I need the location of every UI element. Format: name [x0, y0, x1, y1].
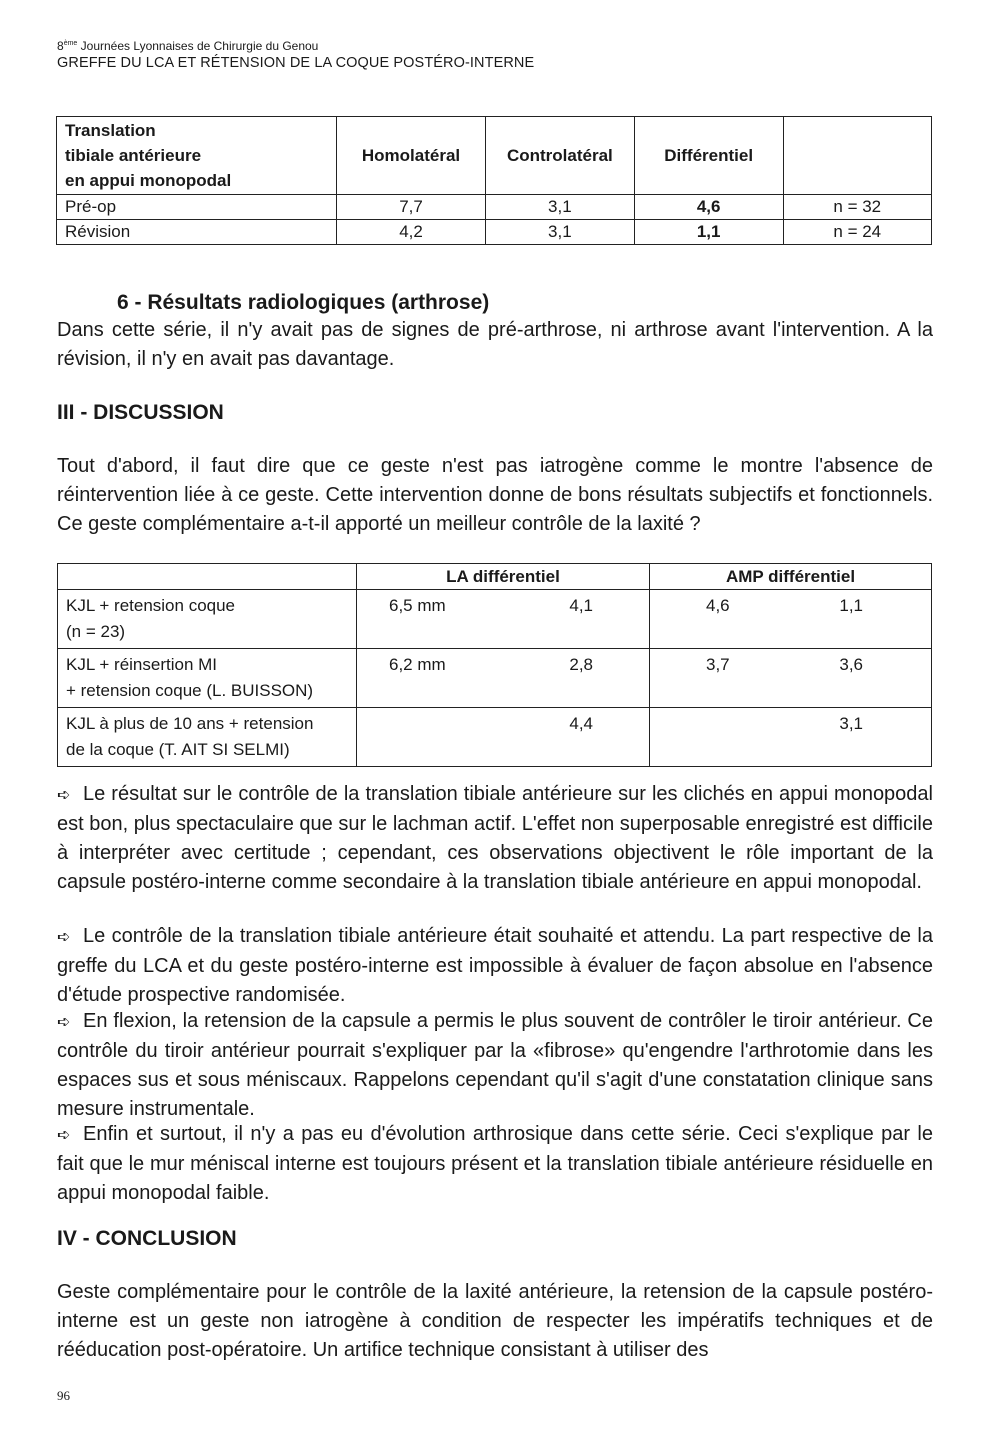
- table-header-label: Translation tibiale antérieure en appui monopodal: [57, 117, 337, 195]
- col-controlateral: Controlatéral: [485, 117, 634, 195]
- laxity-comparison-table: [57, 563, 932, 767]
- col-homolateral: Homolatéral: [337, 117, 486, 195]
- table-row: KJL + retension coque (n = 23) 6,5 mm 4,1 4,6 1,1: [58, 590, 932, 649]
- arrow-icon: ➪: [57, 1127, 71, 1144]
- bullet-paragraph-1: ➪ Le résultat sur le contrôle de la translation tibiale antérieure sur les clichés en appui monopodal est bon, plus spectaculaire que sur le lachman actif. L'effet non superposable enregistré est difficile à interpréter avec certitude ; cependant, ces observations objectivent le rôle important de la capsule postéro-interne comme secondaire à la translation tibiale antérieure en appui monopodal.: [57, 783, 933, 893]
- edition-number: 8: [57, 39, 64, 53]
- conclusion-heading: IV - CONCLUSION: [57, 1227, 237, 1250]
- table-row: Révision 4,2 3,1 1,1 n = 24: [57, 220, 932, 245]
- edition-suffix: ème: [63, 40, 78, 47]
- conference-name: Journées Lyonnaises de Chirurgie du Genou: [77, 39, 319, 53]
- conclusion-text: Geste complémentaire pour le contrôle de la laxité antérieure, la retension de la capsule postéro-interne est un geste non iatrogène à condition de respecter les impératifs techniques et de rééducation post-opératoire. Un artifice technique consistant à utiliser des: [57, 1281, 933, 1361]
- table-header-row: [58, 564, 932, 590]
- bullet-paragraph-4: ➪ Enfin et surtout, il n'y a pas eu d'évolution arthrosique dans cette série. Ceci s'explique par le fait que le mur méniscal interne est toujours présent et la translation tibiale antérieure résiduelle en appui monopodal faible.: [57, 1123, 933, 1204]
- page-number: 96: [57, 1388, 70, 1403]
- col-la-differentiel: LA différentiel: [357, 564, 650, 590]
- col-amp-differentiel: AMP différentiel: [650, 564, 932, 590]
- running-header: [57, 38, 534, 72]
- article-title: GREFFE DU LCA ET RÉTENSION DE LA COQUE POSTÉRO-INTERNE: [57, 55, 535, 71]
- arrow-icon: ➪: [57, 787, 71, 804]
- arrow-icon: ➪: [57, 929, 71, 946]
- discussion-heading: III - DISCUSSION: [57, 401, 224, 424]
- section-6-text: Dans cette série, il n'y avait pas de signes de pré-arthrose, ni arthrose avant l'intervention. A la révision, il n'y en avait pas davantage.: [57, 319, 933, 370]
- conference-line: [57, 38, 534, 55]
- section-6-heading: 6 - Résultats radiologiques (arthrose): [117, 291, 490, 314]
- table-row: Pré-op 7,7 3,1 4,6 n = 32: [57, 195, 932, 220]
- arrow-icon: ➪: [57, 1014, 71, 1031]
- col-differentiel: Différentiel: [634, 117, 783, 195]
- discussion-intro: Tout d'abord, il faut dire que ce geste n'est pas iatrogène comme le montre l'absence de réintervention liée à ce geste. Cette intervention donne de bons résultats subjectifs et fonctionnels. Ce geste complémentaire a-t-il apporté un meilleur contrôle de la laxité ?: [57, 455, 933, 535]
- bullet-paragraph-2: ➪ Le contrôle de la translation tibiale antérieure était souhaité et attendu. La part respective de la greffe du LCA et du geste postéro-interne est impossible à évaluer de façon absolue en l'absence d'étude prospective randomisée.: [57, 925, 933, 1006]
- table-row: KJL à plus de 10 ans + retension de la coque (T. AIT SI SELMI) 4,4 3,1: [58, 708, 932, 767]
- bullet-paragraph-3: ➪ En flexion, la retension de la capsule a permis le plus souvent de contrôler le tiroir antérieur. Ce contrôle du tiroir antérieur pourrait s'expliquer par la «fibrose» qu'engendre l'arthrotomie dans les espaces sus et sous méniscaux. Rappelons cependant qu'il s'agit d'une constatation clinique sans mesure instrumentale.: [57, 1010, 933, 1120]
- col-n: [783, 117, 931, 195]
- table-row: KJL + réinsertion MI + retension coque (L. BUISSON) 6,2 mm 2,8 3,7 3,6: [58, 649, 932, 708]
- translation-table: [56, 116, 932, 245]
- table-header-row: [57, 117, 932, 195]
